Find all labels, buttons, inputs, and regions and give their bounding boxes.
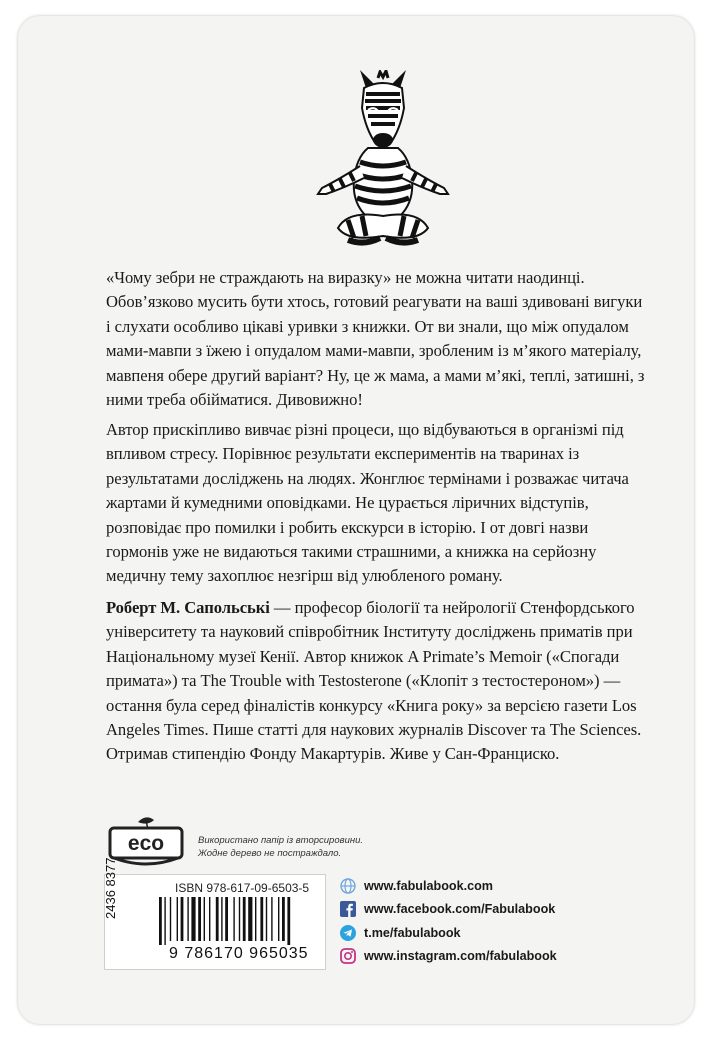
eco-paper-badge	[108, 816, 192, 868]
eco-notice-line1: Використано папір із вторсировини.	[198, 835, 363, 846]
author-name: Роберт М. Сапольські	[106, 598, 270, 617]
link-text: t.me/fabulabook	[364, 925, 461, 940]
eco-notice	[198, 834, 363, 860]
facebook-icon	[340, 901, 356, 917]
isbn-label: ISBN 978-617-09-6503-5	[175, 881, 310, 895]
author-bio-text	[106, 596, 646, 767]
paragraph-text: Автор прискіпливо вивчає різні процеси, що відбуваються в організмі під впливом стресу. Порівнює результати експериментів на тваринах із результатами досліджень на людях. Жонглює термінами і розважає читача жартами й кумедними оповідками. Не цурається ліричних відступів, розповідає про помилки і робить екскурси в історію. І от довгі назви гормонів уже не видаються такими страшними, а книжка на серйозну медичну тему захоплює незгірш від улюбленого роману.	[106, 420, 629, 586]
barcode-panel	[103, 857, 326, 970]
link-text: www.instagram.com/fabulabook	[364, 949, 557, 964]
link-text: www.facebook.com/Fabulabook	[364, 902, 556, 917]
author-bio-rest: — професор біології та нейрології Стенфордського університету та науковий співробітник Інституту досліджень приматів при Національному музеї Кенії. Автор книжок A Primate’s Memoir («Спогади примата») та The Trouble with Testosterone («Клопіт з тестостероном») — остання була серед фіналістів конкурсу «Книга року» за версією газети Los Angeles Times. Пише статті для наукових журналів Discover та The Sciences. Отримав стипендію Фонду Макартурів. Живе у Сан-Франциско.	[106, 598, 642, 764]
book-back-cover	[18, 16, 694, 1024]
barcode-vertical-number: 2436 8377	[103, 857, 118, 919]
instagram-icon	[340, 948, 356, 964]
globe-icon	[340, 878, 356, 894]
description-paragraph-2	[106, 418, 646, 589]
description-paragraph-1	[106, 266, 646, 412]
eco-label: eco	[127, 832, 165, 855]
link-instagram[interactable]	[340, 945, 557, 969]
link-website[interactable]	[340, 874, 557, 898]
author-bio-paragraph	[106, 596, 646, 767]
link-facebook[interactable]	[340, 898, 557, 922]
paragraph-text: «Чому зебри не страждають на виразку» не можна читати наодинці. Обов’язково мусить бути хтось, готовий реагувати на ваші здивовані вигуки і слухати особливо цікаві уривки з книжки. От ви знали, що між опудалом мами-мавпи з їжею і опудалом мами-мавпи, зробленим із м’якого матеріалу, мавпеня обере другий варіант? Ну, це ж мама, а мами м’які, теплі, затишні, з ними треба обійматися. Дивовижно!	[106, 268, 645, 410]
meditating-zebra-illustration	[308, 70, 458, 260]
telegram-icon	[340, 925, 356, 941]
publisher-links	[340, 874, 557, 968]
link-telegram[interactable]	[340, 921, 557, 945]
eco-notice-line2: Жодне дерево не постраждало.	[198, 848, 342, 859]
barcode-number: 9 786170 965035	[169, 945, 309, 962]
link-text: www.fabulabook.com	[364, 878, 493, 893]
barcode-bars	[113, 879, 318, 945]
